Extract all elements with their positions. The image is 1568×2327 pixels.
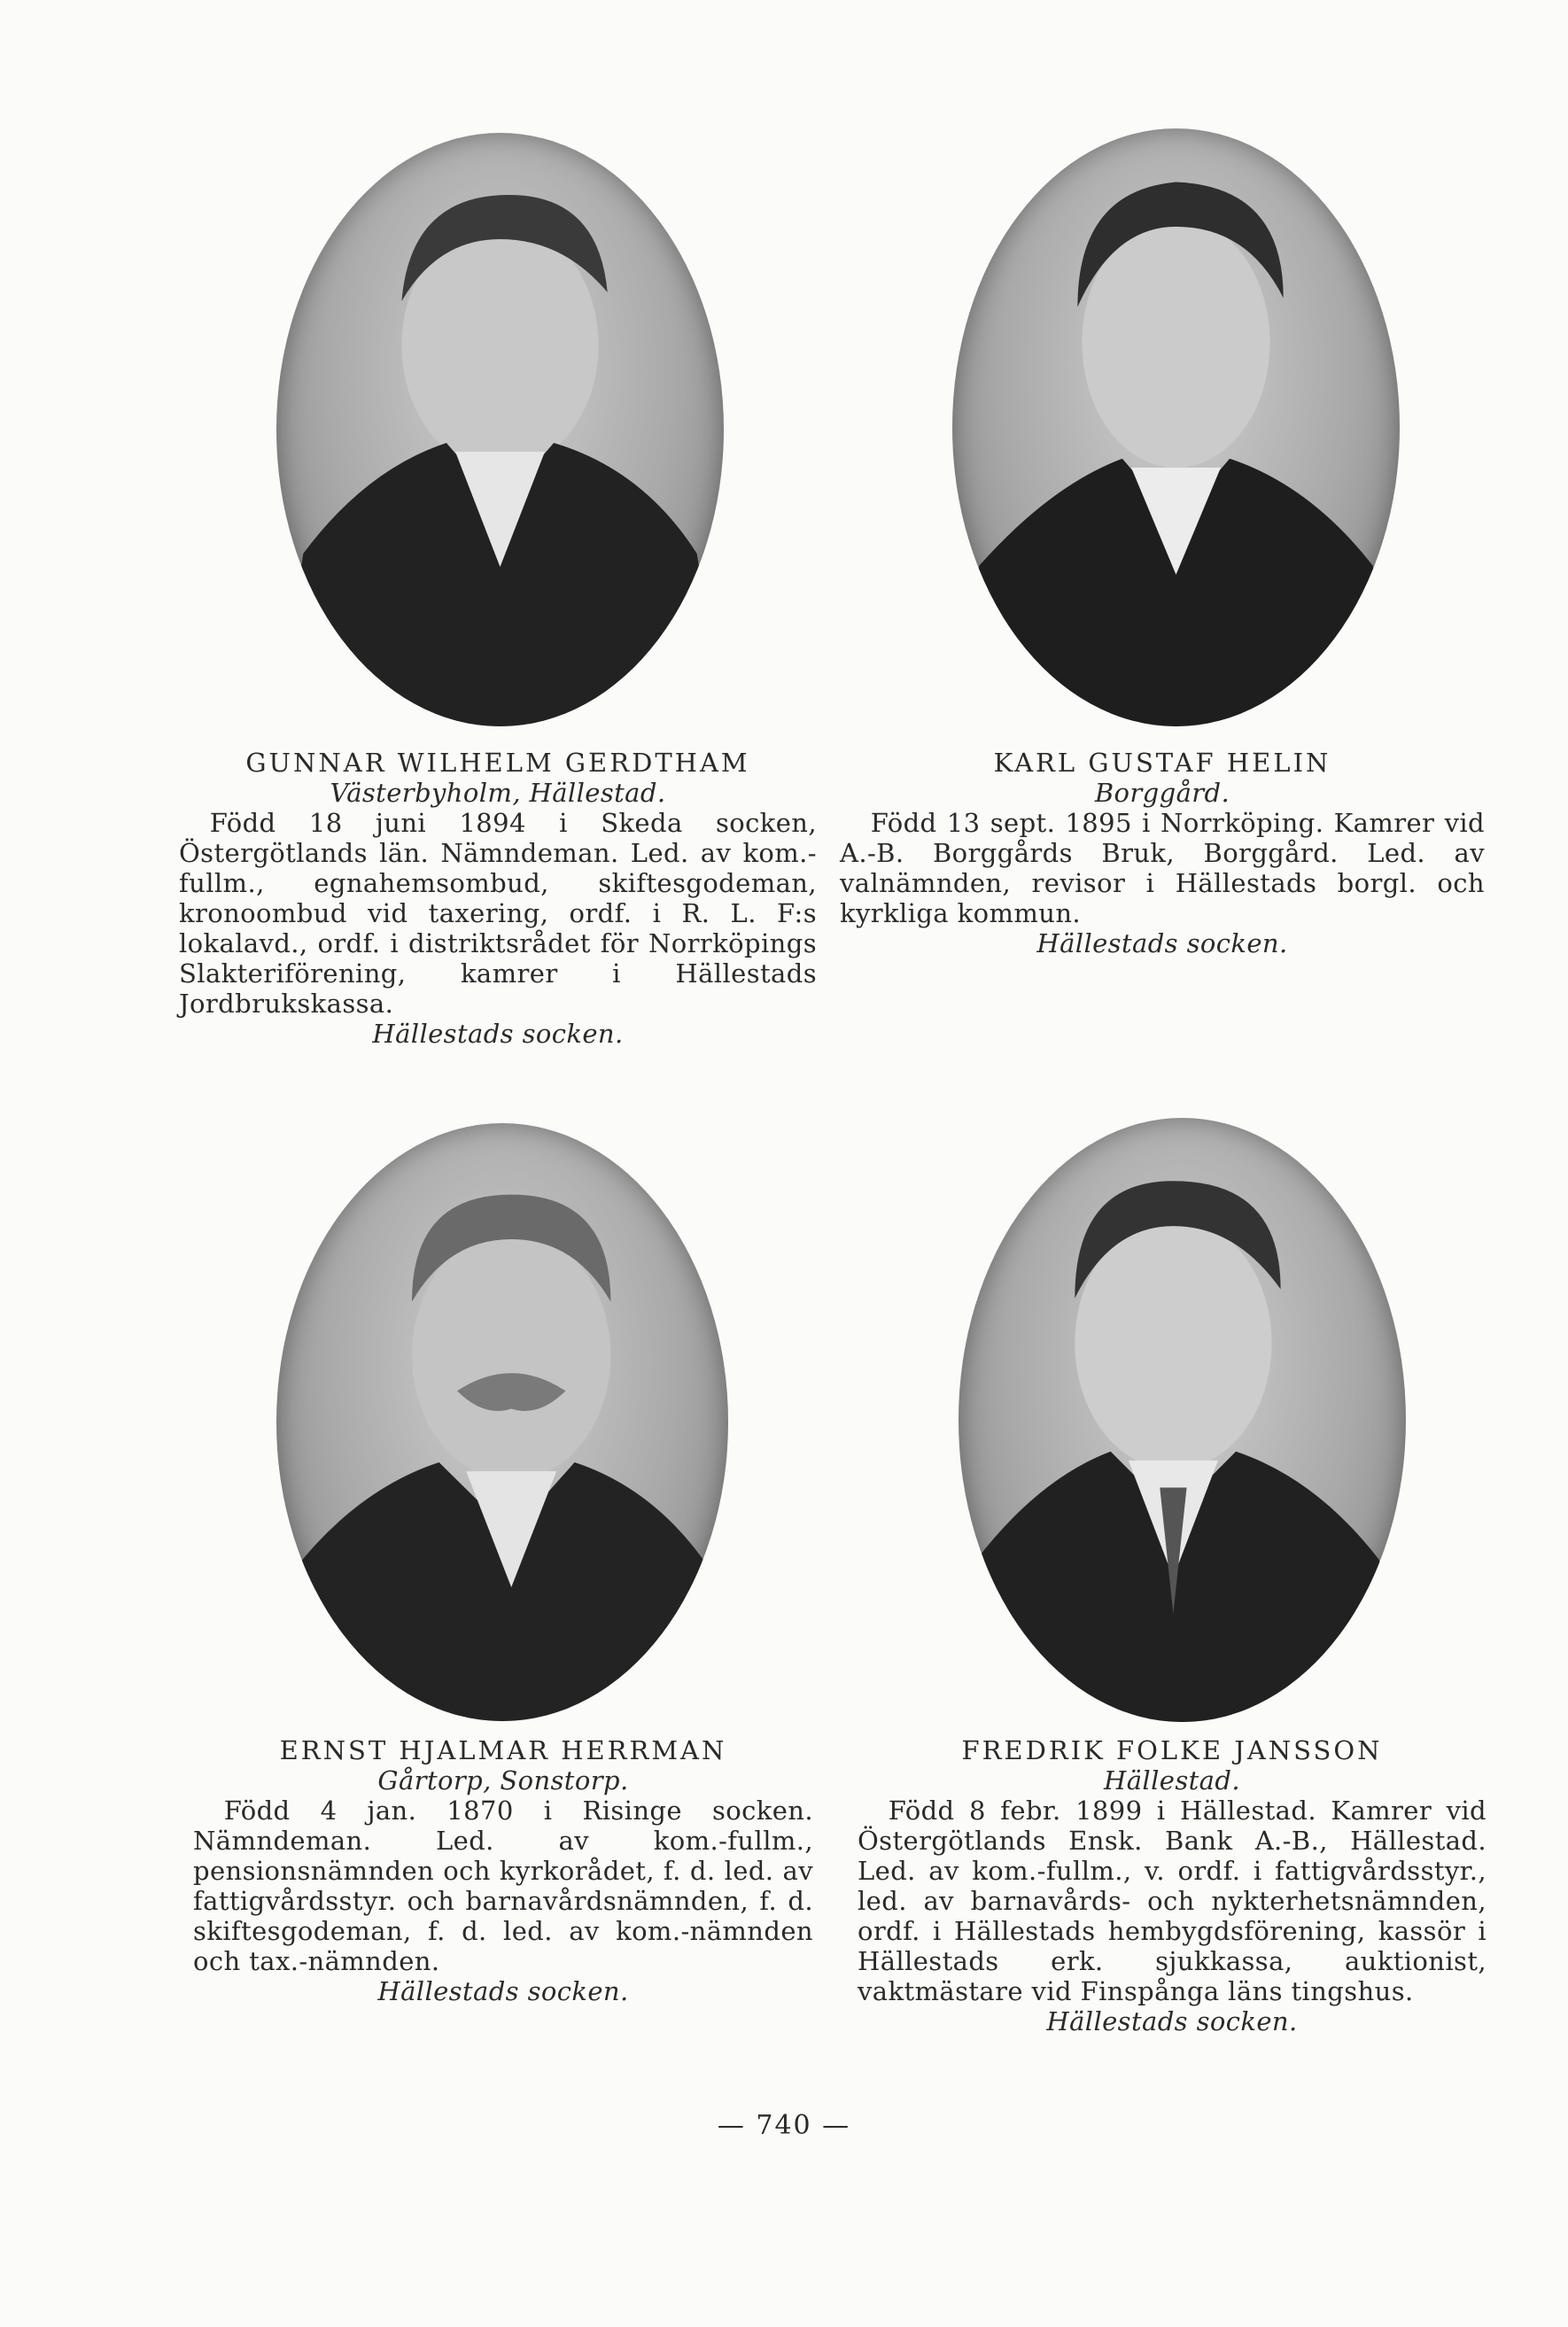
portrait-figure-icon [959,1118,1406,1722]
biography: Född 8 febr. 1899 i Hällestad. Kamrer vid Östergötlands Ensk. Bank A.-B., Hällestad. Led. av kom.-fullm., v. ordf. i fattigvårdsstyr., led. av barnavårds- och nykterhetsnämnden, ordf. i Hällestads hembygdsförening, kassör i Hällestads erk. sjukkassa, auktionist, vaktmästare vid Finspånga läns tingshus. [858,1796,1486,2006]
portrait-gunnar-gerdtham [276,133,724,726]
portrait-figure-icon [276,1123,728,1721]
residence: Hällestad. [1104,1765,1240,1796]
parish: Hällestads socken. [1036,928,1288,958]
entry-helin [840,748,1485,958]
biography: Född 18 juni 1894 i Skeda socken, Östergötlands län. Nämndeman. Led. av kom.-fullm., egnahemsombud, skiftesgodeman, kronoombud vid taxering, ordf. i R. L. F:s lokalavd., ordf. i distriktsrådet för Norrköpings Slakteriförening, kamrer i Hällestads Jordbrukskassa. [179,808,817,1019]
residence: Gårtorp, Sonstorp. [377,1765,629,1796]
parish: Hällestads socken. [377,1976,629,2006]
residence: Borggård. [1094,778,1230,808]
entry-herrman [193,1735,813,2006]
portrait-ernst-herrman [276,1123,728,1721]
page-number: — 740 — [717,2110,851,2141]
biography: Född 4 jan. 1870 i Risinge socken. Nämndeman. Led. av kom.-fullm., pensionsnämnden och kyrkorådet, f. d. led. av fattigvårdsstyr. och barnavårdsnämnden, f. d. skiftesgodeman, f. d. led. av kom.-nämnden och tax.-nämnden. [193,1796,813,1976]
parish: Hällestads socken. [1046,2006,1298,2036]
portrait-figure-icon [276,133,724,726]
biography: Född 13 sept. 1895 i Norrköping. Kamrer vid A.-B. Borggårds Bruk, Borggård. Led. av valnämnden, revisor i Hällestads borgl. och kyrkliga kommun. [840,808,1485,928]
person-name: ERNST HJALMAR HERRMAN [279,1735,727,1765]
person-name: GUNNAR WILHELM GERDTHAM [245,748,750,778]
parish: Hällestads socken. [372,1019,624,1049]
person-name: KARL GUSTAF HELIN [993,748,1331,778]
entry-jansson [858,1735,1486,2036]
portrait-figure-icon [952,128,1400,726]
portrait-fredrik-jansson [959,1118,1406,1722]
person-name: FREDRIK FOLKE JANSSON [961,1735,1383,1765]
residence: Västerbyholm, Hällestad. [330,778,666,808]
portrait-karl-helin [952,128,1400,726]
entry-gerdtham [179,748,817,1049]
